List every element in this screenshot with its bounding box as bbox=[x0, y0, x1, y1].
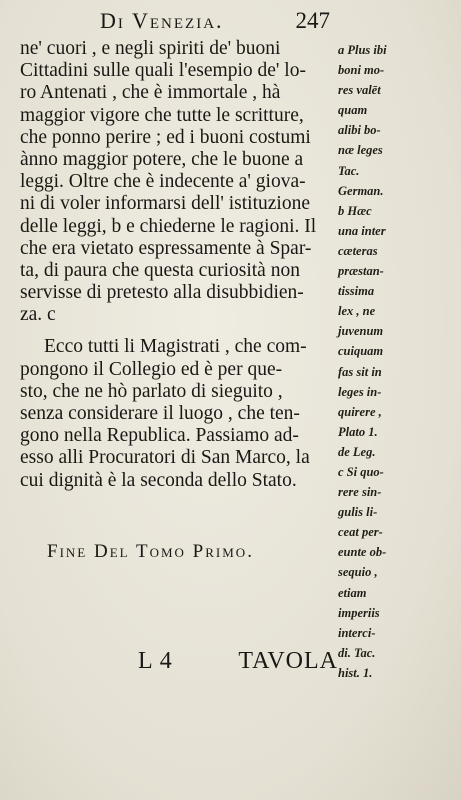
text-line: leggi. Oltre che è indecente a' giova- bbox=[20, 171, 306, 193]
margin-note-line: quirere , bbox=[338, 404, 382, 419]
text-line: sto, che ne hò parlato di sieguito , bbox=[20, 380, 283, 402]
margin-note-line: hist. 1. bbox=[338, 665, 373, 680]
margin-note-line: leges in- bbox=[338, 384, 382, 399]
margin-note-line: Tac. bbox=[338, 163, 360, 178]
text-line: za. c bbox=[20, 304, 56, 326]
page-footer bbox=[138, 648, 338, 675]
text-line: pongono il Collegio ed è per que- bbox=[20, 358, 283, 380]
margin-note-line: una inter bbox=[338, 223, 386, 238]
margin-note-line: de Leg. bbox=[338, 444, 376, 459]
text-line: esso alli Procuratori di San Marco, la bbox=[20, 447, 310, 469]
text-line: ni di voler informarsi dell' istituzione bbox=[20, 193, 310, 215]
text-line: ne' cuori , e negli spiriti de' buoni bbox=[20, 38, 281, 59]
text-line: ànno maggior potere, che le buone a bbox=[20, 148, 304, 170]
margin-note-line: German. bbox=[338, 183, 384, 198]
text-line: ro Antenati , che è immortale , hà bbox=[20, 82, 281, 104]
text-line: cui dignità è la seconda dello Stato. bbox=[20, 469, 297, 491]
text-line: maggior vigore che tutte le scritture, bbox=[20, 104, 304, 126]
margin-note-line: boni mo- bbox=[338, 63, 385, 78]
margin-note-line: Plato 1. bbox=[338, 424, 378, 439]
margin-note-line: interci- bbox=[338, 625, 376, 640]
margin-note-line: næ leges bbox=[338, 143, 383, 158]
margin-note-line: gulis li- bbox=[338, 505, 378, 520]
main-text bbox=[20, 38, 336, 492]
running-header bbox=[100, 8, 330, 34]
margin-note-line: sequio , bbox=[338, 565, 378, 580]
running-title: Di Venezia. bbox=[100, 8, 224, 33]
margin-note-line: etiam bbox=[338, 585, 367, 600]
page-number: 247 bbox=[295, 8, 330, 33]
margin-note-line: di. Tac. bbox=[338, 645, 376, 660]
margin-note-line: a Plus ibi bbox=[338, 43, 387, 57]
margin-note-line: quam bbox=[338, 103, 368, 118]
margin-note-line: lex , ne bbox=[338, 304, 376, 319]
margin-note-line: b Hæc bbox=[338, 203, 372, 218]
text-line: che ponno perire ; ed i buoni costumi bbox=[20, 126, 311, 148]
text-line: delle leggi, b e chiederne le ragioni. Il bbox=[20, 215, 317, 237]
text-line: senza considerare il luogo , che ten- bbox=[20, 403, 300, 424]
signature-mark: L 4 bbox=[138, 648, 173, 674]
text-line: gono nella Republica. Passiamo ad- bbox=[20, 425, 299, 447]
margin-notes bbox=[338, 40, 458, 683]
margin-note-line: rere sin- bbox=[338, 485, 382, 500]
margin-note-line: imperiis bbox=[338, 605, 380, 620]
text-line: servisse di pretesto alla disubbidien- bbox=[20, 282, 304, 304]
margin-note-line: eunte ob- bbox=[338, 545, 387, 560]
margin-note-line: c Si quo- bbox=[338, 464, 384, 479]
text-line: Cittadini sulle quali l'esempio de' lo- bbox=[20, 60, 306, 82]
margin-note-line: cæteras bbox=[338, 243, 378, 258]
margin-note-line: alibi bo- bbox=[338, 123, 381, 138]
catchword: TAVOLA bbox=[238, 648, 338, 674]
text-line: Ecco tutti li Magistrati , che com- bbox=[44, 336, 307, 358]
margin-note-line: cuiquam bbox=[338, 344, 384, 359]
text-line: che era vietato espressamente à Spar- bbox=[20, 237, 312, 259]
margin-note-line: juvenum bbox=[338, 324, 384, 339]
text-line: ta, di paura che questa curiosità non bbox=[20, 259, 300, 281]
margin-note-line: tissima bbox=[338, 284, 375, 299]
margin-note-line: fas sit in bbox=[338, 364, 382, 379]
margin-note-line: præstan- bbox=[338, 264, 384, 279]
margin-note-line: res valēt bbox=[338, 83, 381, 98]
margin-note-line: ceat per- bbox=[338, 525, 383, 540]
end-of-volume-note: Fine Del Tomo Primo. bbox=[47, 541, 254, 562]
